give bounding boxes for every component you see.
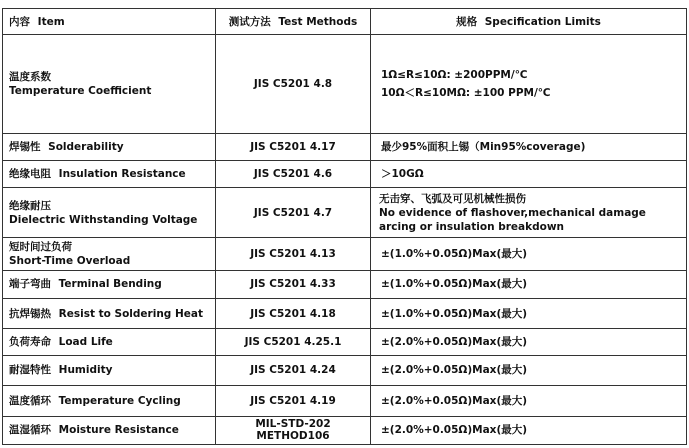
table-row [3, 329, 687, 355]
item-en: Temperature Cycling [58, 394, 181, 407]
method-cell: JIS C5201 4.24 [216, 355, 371, 385]
item-cell [3, 238, 216, 270]
item-cell [3, 270, 216, 298]
item-en: Insulation Resistance [58, 168, 186, 181]
spec-cell: ±(2.0%+0.05Ω)Max(最大) [371, 355, 687, 385]
table-row [3, 386, 687, 416]
item-en: Solderability [48, 140, 124, 153]
header-row [3, 9, 687, 35]
spec-cell: ±(2.0%+0.05Ω)Max(最大) [371, 416, 687, 444]
method-line-2: METHOD106 [256, 430, 330, 443]
item-en: Dielectric Withstanding Voltage [9, 213, 198, 226]
item-cell [3, 188, 216, 238]
item-cell [3, 35, 216, 133]
table-row [3, 355, 687, 385]
item-cn: 负荷寿命 [9, 336, 51, 349]
item-cell [3, 416, 216, 444]
header-spec-cn: 规格 [456, 15, 478, 28]
item-cn: 耐湿特性 [9, 364, 51, 377]
method-cell [216, 416, 371, 444]
item-cn: 绝缘电阻 [9, 168, 51, 181]
item-en: Terminal Bending [58, 278, 162, 291]
method-cell: JIS C5201 4.17 [216, 133, 371, 160]
table-row [3, 35, 687, 133]
item-en: Resist to Soldering Heat [58, 307, 203, 320]
table-row [3, 298, 687, 328]
item-cell [3, 355, 216, 385]
header-method-cn: 测试方法 [228, 15, 271, 28]
method-cell: JIS C5201 4.7 [216, 188, 371, 238]
table-row [3, 238, 687, 270]
header-item [3, 9, 216, 35]
item-cell [3, 386, 216, 416]
item-cn: 温度循环 [9, 394, 51, 407]
header-method [216, 9, 371, 35]
table-row [3, 133, 687, 160]
spec-cell: ±(2.0%+0.05Ω)Max(最大) [371, 386, 687, 416]
spec-cell: ＞10GΩ [371, 161, 687, 188]
method-cell: JIS C5201 4.13 [216, 238, 371, 270]
method-cell: JIS C5201 4.25.1 [216, 329, 371, 355]
item-cn: 抗焊锡热 [9, 307, 51, 320]
header-spec [371, 9, 687, 35]
item-cn: 绝缘耐压 [9, 199, 51, 212]
specification-table [2, 8, 687, 445]
item-cell [3, 298, 216, 328]
spec-cell [371, 188, 687, 238]
item-en: Humidity [58, 364, 113, 377]
method-cell: JIS C5201 4.33 [216, 270, 371, 298]
item-en: Load Life [58, 336, 113, 349]
method-cell: JIS C5201 4.6 [216, 161, 371, 188]
spec-line-1: 1Ω≤R≤10Ω: ±200PPM/℃ [381, 69, 528, 82]
item-cn: 端子弯曲 [9, 278, 51, 291]
item-cn: 温湿循环 [9, 424, 51, 437]
item-cell [3, 133, 216, 160]
item-cn: 焊锡性 [9, 140, 41, 153]
spec-en: No evidence of flashover,mechanical damage arcing or insulation breakdown [379, 206, 646, 233]
item-en: Short-Time Overload [9, 254, 131, 267]
method-line-1: MIL-STD-202 [255, 418, 331, 431]
table-row [3, 161, 687, 188]
item-en: Temperature Coefficient [9, 85, 152, 98]
header-spec-en: Specification Limits [484, 15, 601, 28]
spec-line-2: 10Ω＜R≤10MΩ: ±100 PPM/℃ [381, 87, 551, 100]
spec-cell [371, 35, 687, 133]
header-item-en: Item [37, 15, 65, 28]
table-row [3, 270, 687, 298]
spec-cell: 最少95%面积上锡（Min95%coverage) [371, 133, 687, 160]
item-en: Moisture Resistance [58, 424, 179, 437]
table-row [3, 188, 687, 238]
item-cell [3, 329, 216, 355]
header-item-cn: 内容 [9, 15, 30, 28]
spec-cell: ±(1.0%+0.05Ω)Max(最大) [371, 270, 687, 298]
spec-cell: ±(2.0%+0.05Ω)Max(最大) [371, 329, 687, 355]
spec-cell: ±(1.0%+0.05Ω)Max(最大) [371, 298, 687, 328]
item-cn: 温度系数 [9, 71, 51, 84]
method-cell: JIS C5201 4.8 [216, 35, 371, 133]
item-cell [3, 161, 216, 188]
item-cn: 短时间过负荷 [9, 240, 72, 253]
spec-cn: 无击穿、飞弧及可见机械性损伤 [379, 192, 526, 205]
spec-cell: ±(1.0%+0.05Ω)Max(最大) [371, 238, 687, 270]
header-method-en: Test Methods [278, 15, 358, 28]
method-cell: JIS C5201 4.18 [216, 298, 371, 328]
table-row [3, 416, 687, 444]
method-cell: JIS C5201 4.19 [216, 386, 371, 416]
